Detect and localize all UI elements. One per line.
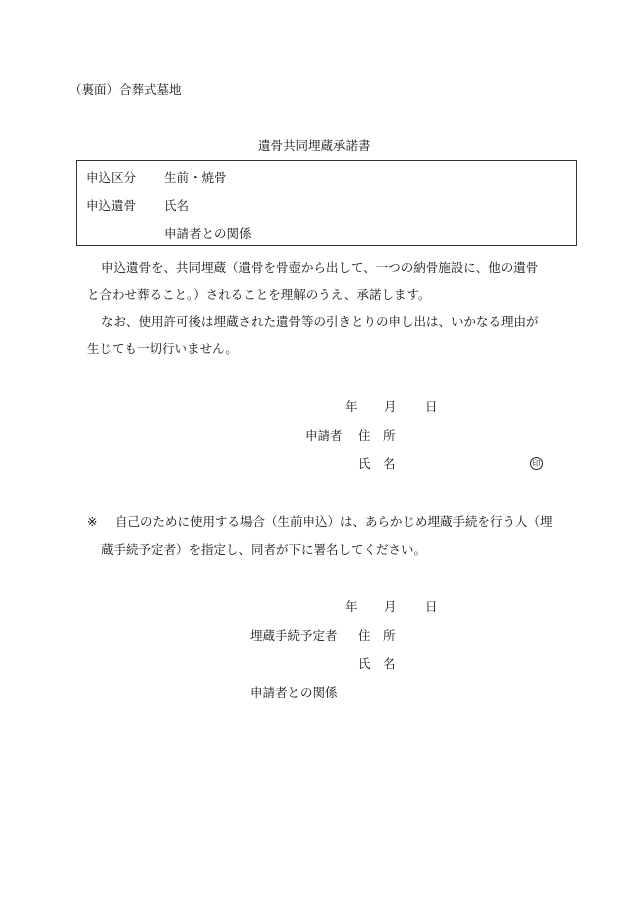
- paragraph2-line1: なお、使用許可後は埋蔵された遺骨等の引きとりの申し出は、いかなる理由が: [101, 314, 539, 329]
- date2-month: 月: [384, 599, 397, 614]
- date1-year: 年: [345, 399, 358, 414]
- seal-mark: 印: [530, 457, 543, 470]
- note-line1: 自己のために使用する場合（生前申込）は、あらかじめ埋蔵手続を行う人（埋: [115, 514, 553, 529]
- header-note: （裏面）合葬式墓地: [69, 82, 182, 97]
- applicant-name-label: 氏 名: [358, 456, 396, 471]
- note-line2: 蔵手続予定者）を指定し、同者が下に署名してください。: [101, 542, 427, 557]
- remains-name-label: 氏名: [164, 198, 190, 213]
- paragraph1-line2: と合わせ葬ること。）されることを理解のうえ、承諾します。: [87, 287, 431, 302]
- relation-label: 申請者との関係: [164, 226, 252, 241]
- applicant-address-label: 住 所: [358, 428, 396, 443]
- designee-role: 埋蔵手続予定者: [250, 628, 338, 643]
- date2-day: 日: [425, 599, 438, 614]
- designee-address-label: 住 所: [358, 628, 396, 643]
- note-mark: ※: [87, 514, 98, 529]
- designee-relation-label: 申請者との関係: [250, 685, 338, 700]
- date1-month: 月: [384, 399, 397, 414]
- application-type-value: 生前・焼骨: [164, 170, 227, 185]
- designee-name-label: 氏 名: [358, 656, 396, 671]
- document-title: 遺骨共同埋蔵承諾書: [258, 138, 371, 153]
- application-info-box: [76, 160, 577, 246]
- application-type-label: 申込区分: [86, 170, 137, 185]
- remains-label: 申込遺骨: [86, 198, 137, 213]
- paragraph1-line1: 申込遺骨を、共同埋蔵（遺骨を骨壺から出して、一つの納骨施設に、他の遺骨: [101, 260, 539, 275]
- date1-day: 日: [425, 399, 438, 414]
- applicant-role: 申請者: [305, 428, 343, 443]
- date2-year: 年: [345, 599, 358, 614]
- paragraph2-line2: 生じても一切行いません。: [87, 341, 238, 356]
